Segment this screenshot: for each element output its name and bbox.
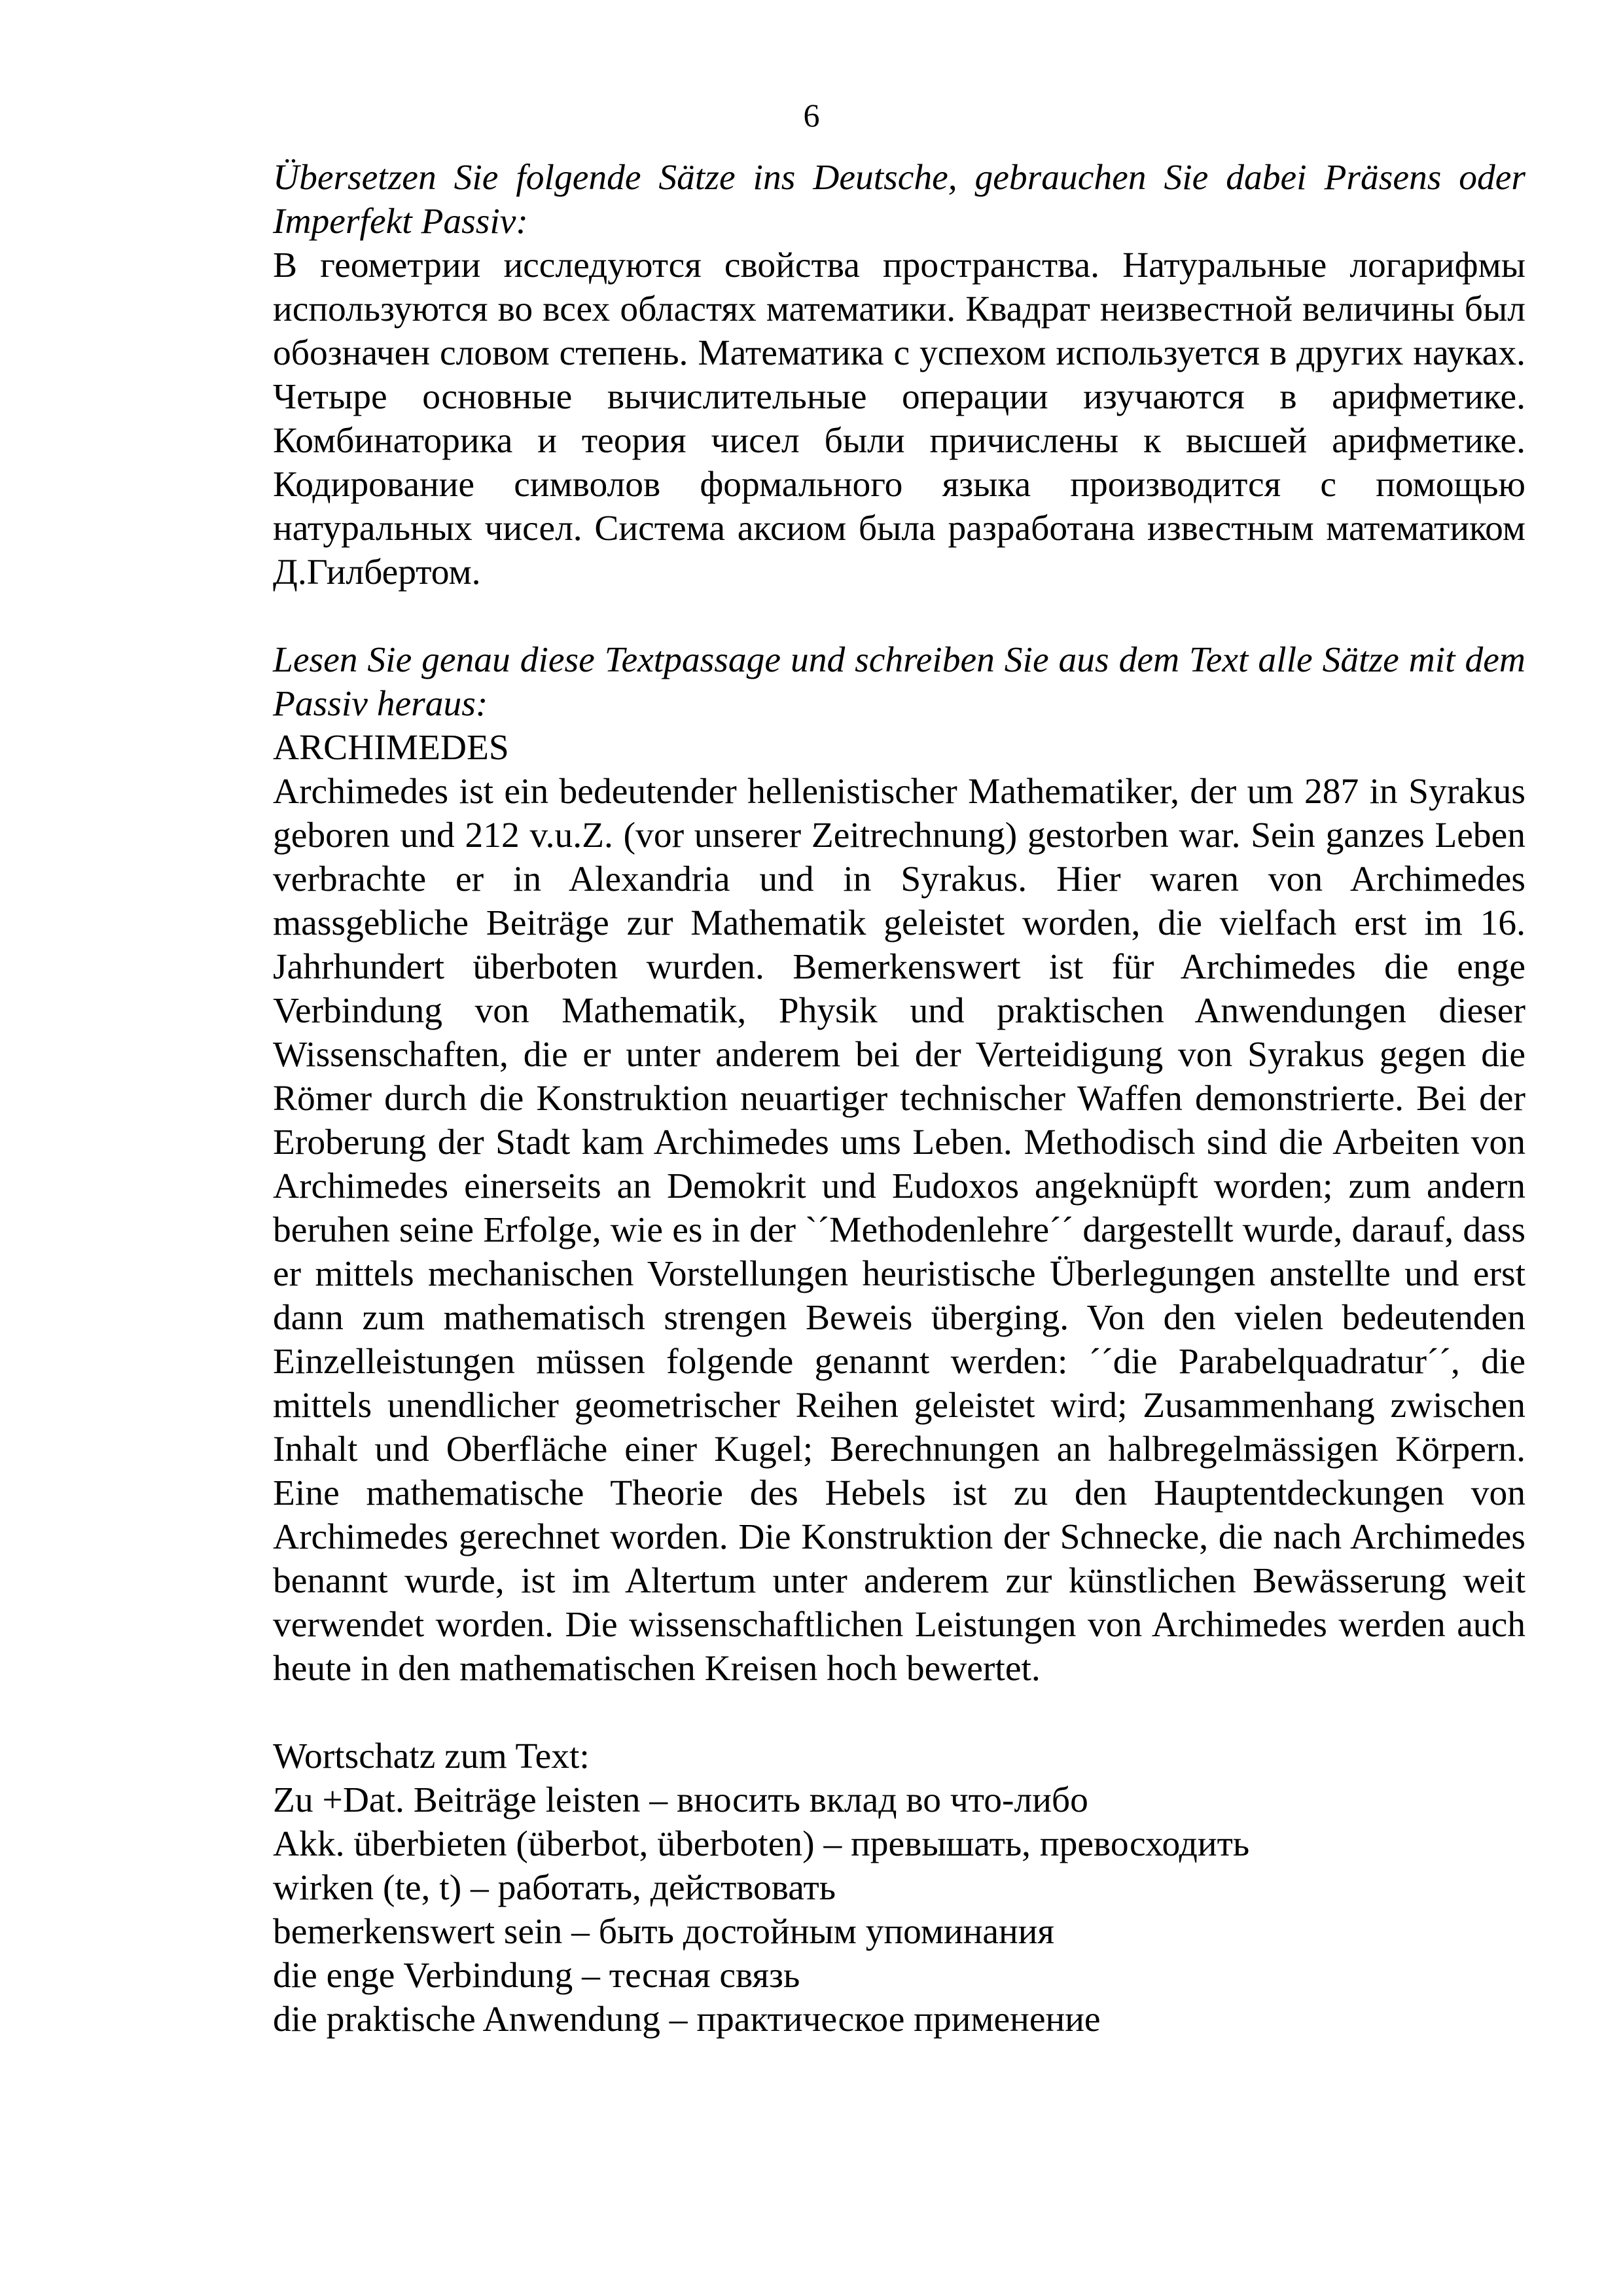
archimedes-text: Archimedes ist ein bedeutender hellenistischer Mathematiker, der um 287 in Syrakus geboren und 212 v.u.Z. (vor unserer Zeitrechnung) gestorben war. Sein ganzes Leben verbrachte er in Alexandria und in Syrakus. Hier waren von Archimedes massgebliche Beiträge zur Mathematik geleistet worden, die vielfach erst im 16. Jahrhundert überboten wurden. Bemerkenswert ist für Archimedes die enge Verbindung von Mathematik, Physik und praktischen Anwendungen dieser Wissenschaften, die er unter anderem bei der Verteidigung von Syrakus gegen die Römer durch die Konstruktion neuartiger technischer Waffen demonstrierte. Bei der Eroberung der Stadt kam Archimedes ums Leben. Methodisch sind die Arbeiten von Archimedes einerseits an Demokrit und Eudoxos angeknüpft worden; zum andern beruhen seine Erfolge, wie es in der `´Methodenlehre´´ dargestellt wurde, darauf, dass er mittels mechanischen Vorstellungen heuristische Überlegungen anstellte und erst dann zum mathematisch strengen Beweis überging. Von den vielen bedeutenden Einzelleistungen müssen folgende genannt werden: ´´die Parabelquadratur´´, die mittels unendlicher geometrischer Reihen geleistet wird; Zusammenhang zwischen Inhalt und Oberfläche einer Kugel; Berechnungen an halbregelmässigen Körpern. Eine mathematische Theorie des Hebels ist zu den Hauptentdeckungen von Archimedes gerechnet worden. Die Konstruktion der Schnecke, die nach Archimedes benannt wurde, ist im Altertum unter anderem zur künstlichen Bewässerung weit verwendet worden. Die wissenschaftlichen Leistungen von Archimedes werden auch heute in den mathematischen Kreisen hoch bewertet. xyxy=(273,772,1525,1689)
vocabulary-item: die enge Verbindung – тесная связь xyxy=(273,1956,800,1996)
section-spacer xyxy=(273,594,1525,638)
vocabulary-list xyxy=(273,1778,1525,2041)
page-number: 6 xyxy=(803,97,820,134)
vocabulary-section xyxy=(273,1734,1525,2041)
vocabulary-item: Akk. überbieten (überbot, überboten) – превышать, превосходить xyxy=(273,1824,1250,1864)
exercise1-text: В геометрии исследуются свойства пространства. Натуральные логарифмы используются во всех областях математики. Квадрат неизвестной величины был обозначен словом степень. Математика с успехом используется в других науках. Четыре основные вычислительные операции изучаются в арифметике. Комбинаторика и теория чисел были причислены к высшей арифметике. Кодирование символов формального языка производится с помощью натуральных чисел. Система аксиом была разработана известным математиком Д.Гилбертом. xyxy=(273,245,1525,592)
vocabulary-item: Zu +Dat. Beiträge leisten – вносить вклад во что-либо xyxy=(273,1780,1088,1820)
vocabulary-item: bemerkenswert sein – быть достойным упоминания xyxy=(273,1912,1054,1952)
page-content xyxy=(273,156,1525,2041)
exercise1-instruction: Übersetzen Sie folgende Sätze ins Deutsche, gebrauchen Sie dabei Präsens oder Imperfekt Passiv: xyxy=(273,158,1525,242)
vocabulary-item: die praktische Anwendung – практическое применение xyxy=(273,2000,1101,2039)
exercise-reading xyxy=(273,638,1525,1691)
vocabulary-item: wirken (te, t) – работать, действовать xyxy=(273,1868,836,1908)
exercise-translation xyxy=(273,156,1525,594)
section-spacer xyxy=(273,1691,1525,1734)
exercise2-instruction: Lesen Sie genau diese Textpassage und schreiben Sie aus dem Text alle Sätze mit dem Passiv heraus: xyxy=(273,640,1525,724)
text-title: ARCHIMEDES xyxy=(273,728,509,768)
vocabulary-title: Wortschatz zum Text: xyxy=(273,1736,590,1776)
